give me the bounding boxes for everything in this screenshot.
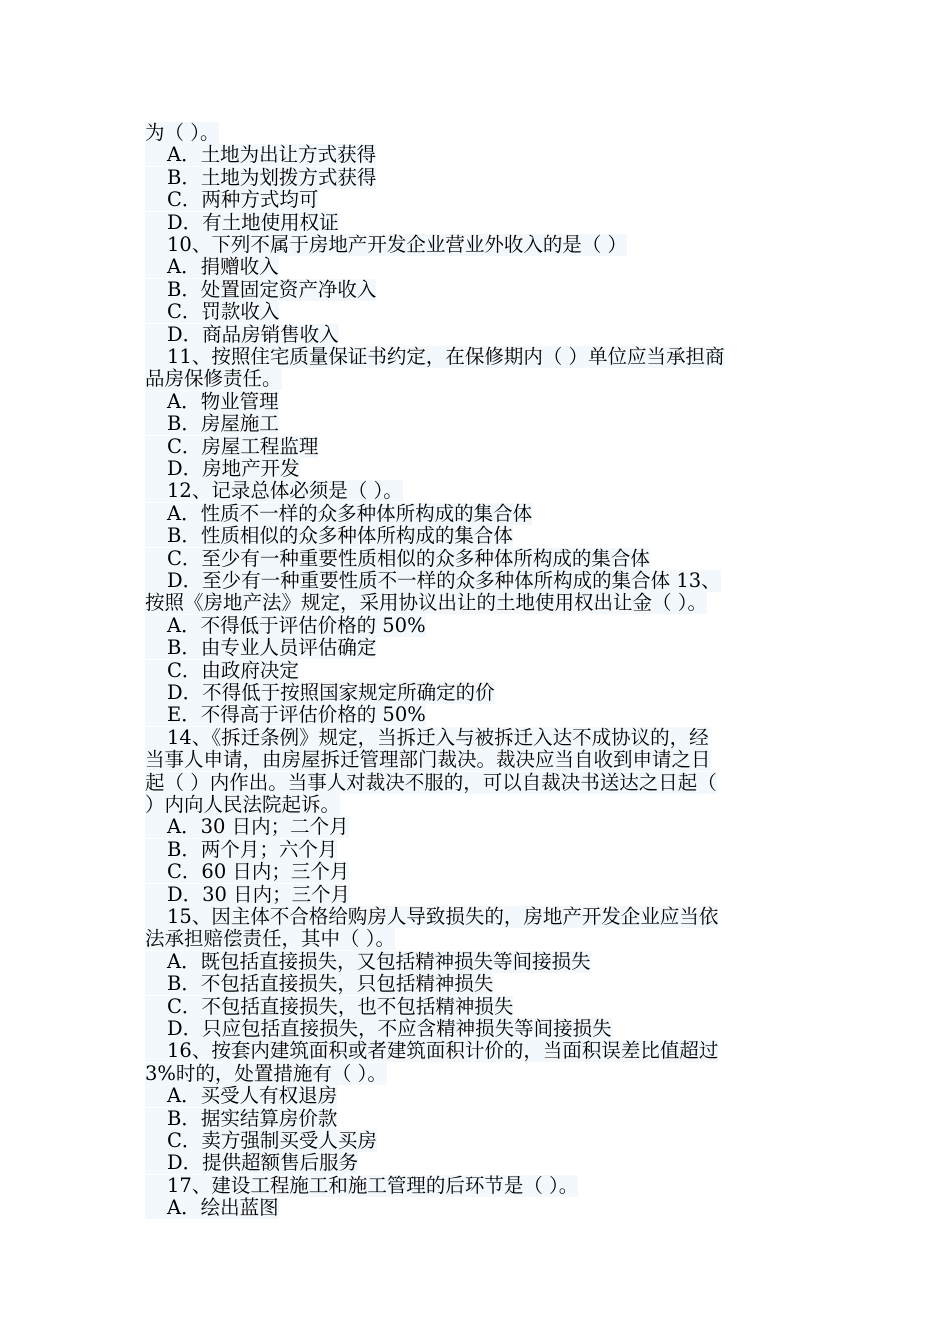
text-line: 按照《房地产法》规定，采用协议出让的土地使用权出让金（ ）。 <box>145 591 707 615</box>
text-line: 法承担赔偿责任，其中（ ）。 <box>145 927 395 951</box>
option-line: D．至少有一种重要性质不一样的众多种体所构成的集合体 13、 <box>145 570 721 592</box>
option-line: C．卖方强制买受人买房 <box>145 1130 377 1152</box>
option-line: A．捐赠收入 <box>145 256 279 278</box>
text-line: 起（ ）内作出。当事人对裁决不服的，可以自裁决书送达之日起（ <box>145 770 717 794</box>
option-line: C．至少有一种重要性质相似的众多种体所构成的集合体 <box>145 548 650 570</box>
option-line: A．物业管理 <box>145 391 279 413</box>
text-line: 当事人申请，由房屋拆迁管理部门裁决。裁决应当自收到申请之日 <box>145 748 711 772</box>
option-line: C．不包括直接损失，也不包括精神损失 <box>145 996 513 1018</box>
option-line: A．性质不一样的众多种体所构成的集合体 <box>145 503 532 525</box>
option-line: A．30 日内；二个月 <box>145 816 349 838</box>
option-line: B．处置固定资产净收入 <box>145 279 376 301</box>
option-line: B．性质相似的众多种体所构成的集合体 <box>145 525 513 547</box>
question-line: 12、记录总体必须是（ ）。 <box>145 480 403 502</box>
option-line: D．提供超额售后服务 <box>145 1152 358 1174</box>
text-line: 3%时的，处置措施有（ ）。 <box>145 1061 387 1085</box>
option-line: D．不得低于按照国家规定所确定的价 <box>145 682 495 704</box>
option-line: C．罚款收入 <box>145 301 279 323</box>
option-line: D．有土地使用权证 <box>145 212 339 234</box>
question-line: 11、按照住宅质量保证书约定，在保修期内（ ）单位应当承担商 <box>145 346 725 368</box>
text-line: 为（ ）。 <box>145 121 220 144</box>
text-line: ）内向人民法院起诉。 <box>145 793 341 816</box>
option-line: D．房地产开发 <box>145 458 300 480</box>
option-line: B．土地为划拨方式获得 <box>145 167 376 189</box>
option-line: C．由政府决定 <box>145 660 299 682</box>
question-line: 14、《拆迁条例》规定，当拆迁入与被拆迁入达不成协议的，经 <box>145 727 709 749</box>
option-line: C．房屋工程监理 <box>145 436 318 458</box>
option-line: B．不包括直接损失，只包括精神损失 <box>145 973 493 995</box>
option-line: D．30 日内；三个月 <box>145 884 350 906</box>
option-line: A．不得低于评估价格的 50% <box>145 615 426 637</box>
option-line: B．房屋施工 <box>145 413 279 435</box>
option-line: C．60 日内；三个月 <box>145 861 349 883</box>
question-line: 16、按套内建筑面积或者建筑面积计价的，当面积误差比值超过 <box>145 1040 718 1062</box>
option-line: C．两种方式均可 <box>145 189 318 211</box>
option-line: A．土地为出让方式获得 <box>145 144 376 166</box>
question-line: 10、下列不属于房地产开发企业营业外收入的是（ ） <box>145 234 627 256</box>
text-line: 品房保修责任。 <box>145 367 282 391</box>
option-line: A．买受人有权退房 <box>145 1085 337 1107</box>
option-line: B．据实结算房价款 <box>145 1108 337 1130</box>
option-line: B．两个月；六个月 <box>145 839 337 861</box>
option-line: B．由专业人员评估确定 <box>145 637 376 659</box>
option-line: A．绘出蓝图 <box>145 1197 279 1219</box>
question-line: 15、因主体不合格给购房人导致损失的，房地产开发企业应当依 <box>145 906 718 928</box>
option-line: D．商品房销售收入 <box>145 324 339 346</box>
question-line: 17、建设工程施工和施工管理的后环节是（ ）。 <box>145 1175 578 1197</box>
option-line: D．只应包括直接损失，不应含精神损失等间接损失 <box>145 1018 612 1040</box>
option-line: E．不得高于评估价格的 50% <box>145 704 426 726</box>
option-line: A．既包括直接损失，又包括精神损失等间接损失 <box>145 951 591 973</box>
